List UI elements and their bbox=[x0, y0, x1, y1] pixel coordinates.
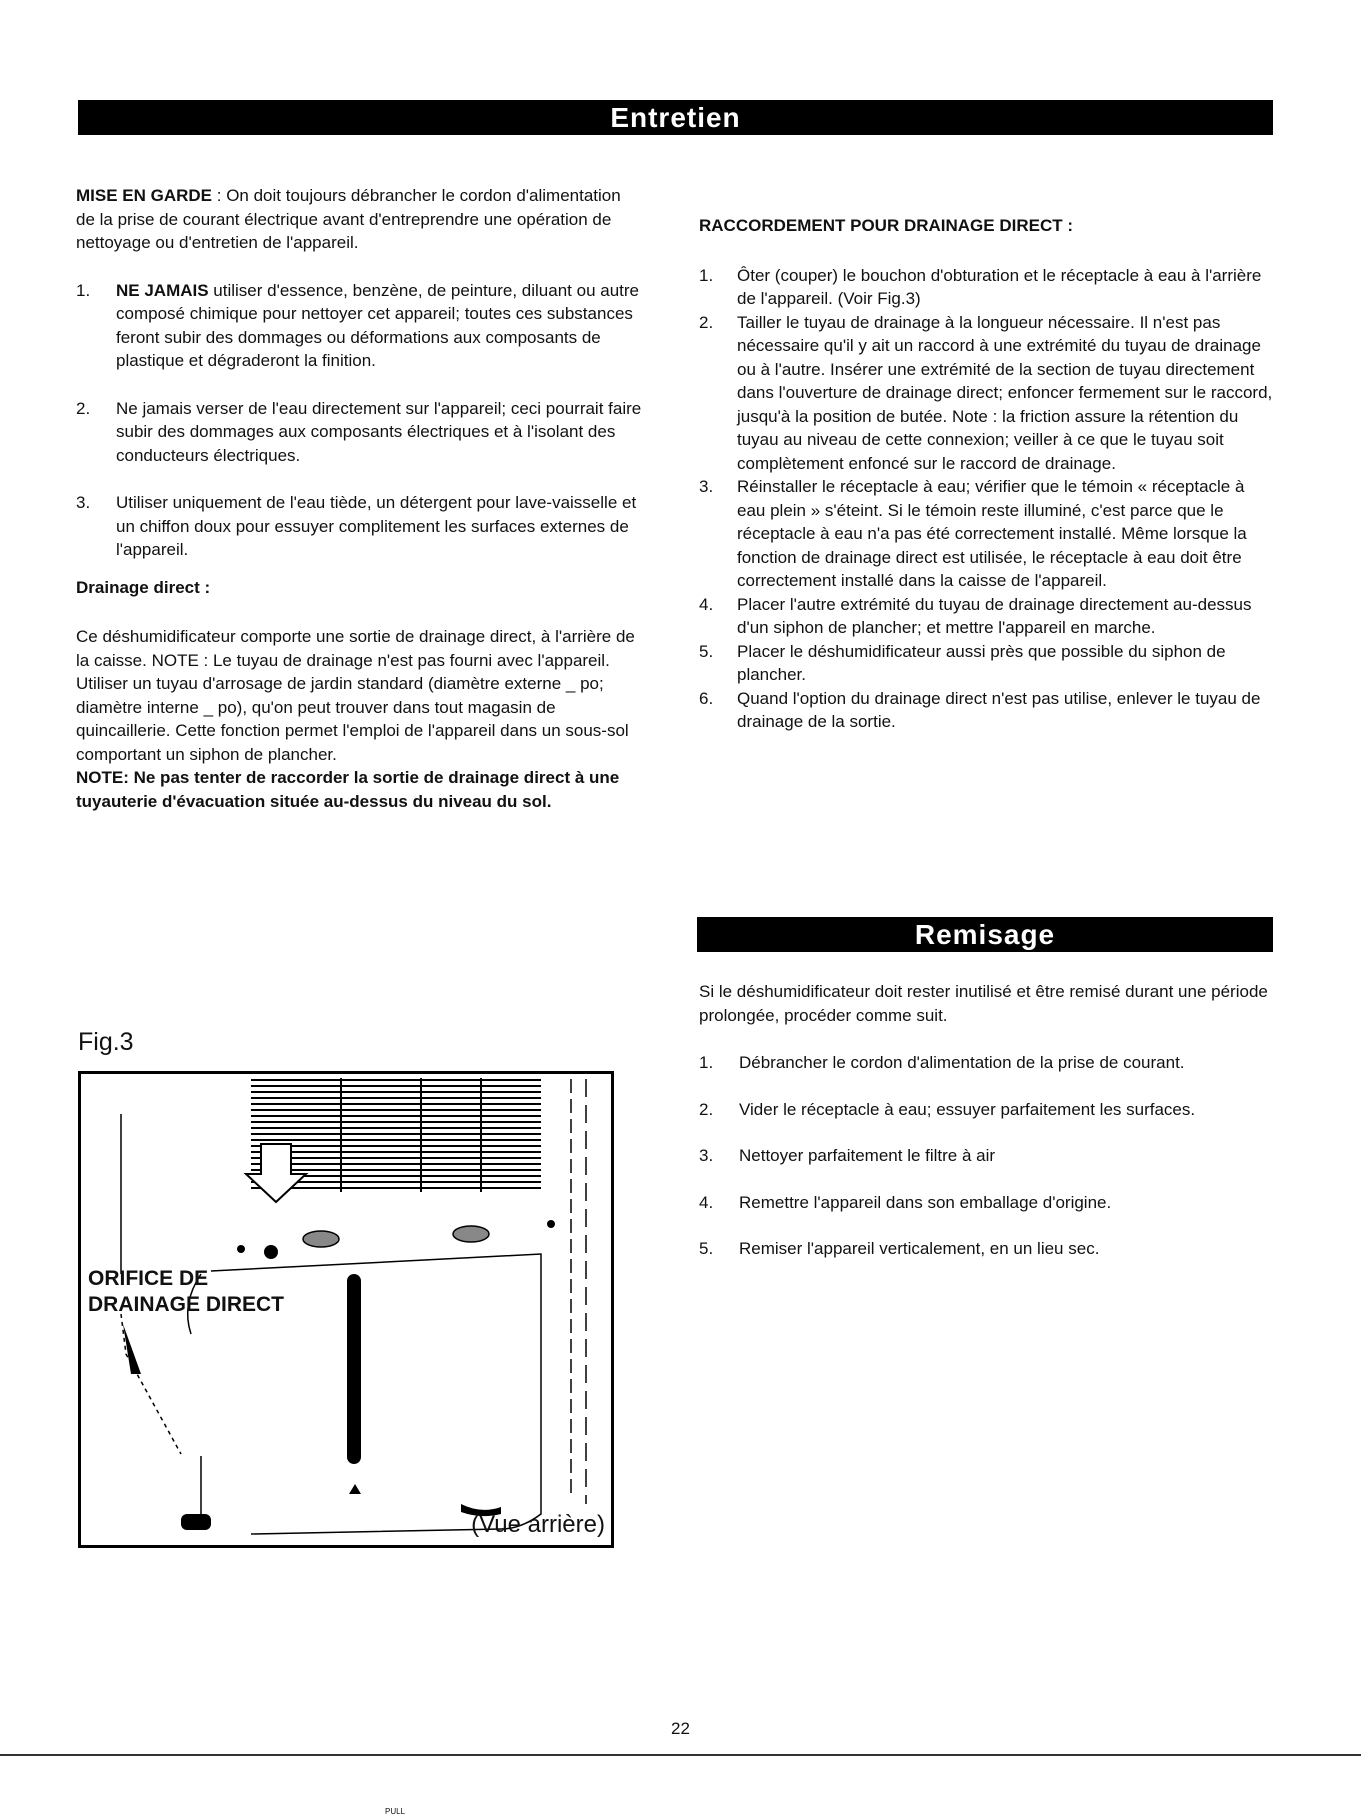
drainage-note: NOTE: Ne pas tenter de raccorder la sortie de drainage direct à une tuyauterie d'évacuation située au-dessus du niveau du sol. bbox=[76, 768, 620, 811]
remisage-column bbox=[699, 980, 1275, 1284]
pull-arrow-icon bbox=[349, 1484, 361, 1494]
right-column bbox=[699, 214, 1275, 734]
list-item: 3. Utiliser uniquement de l'eau tiède, un détergent pour lave-vaisselle et un chiffon doux pour essuyer complitement les surfaces externes de l'appareil. bbox=[76, 493, 637, 559]
section-title-remisage: Remisage bbox=[697, 917, 1273, 952]
list-item: 1. Ôter (couper) le bouchon d'obturation et le réceptacle à eau à l'arrière de l'appareil. (Voir Fig.3) bbox=[699, 265, 1262, 308]
list-item: 2. Ne jamais verser de l'eau directement sur l'appareil; ceci pourrait faire subir des dommages aux composants électriques et à l'isolant des conducteurs électriques. bbox=[76, 398, 642, 465]
list-item: 6. Quand l'option du drainage direct n'est pas utilise, enlever le tuyau de drainage de la sortie. bbox=[699, 688, 1261, 731]
figure-label: Fig.3 bbox=[78, 1028, 134, 1056]
section-title-entretien: Entretien bbox=[78, 100, 1273, 135]
bucket-handle bbox=[347, 1274, 361, 1464]
list-item: 3. Réinstaller le réceptacle à eau; vérifier que le témoin « réceptacle à eau plein » s'éteint. Si le témoin reste illuminé, c'est parce que le réceptacle à eau n'a pas été correctement installé. Même lorsque la fonction de drainage direct est utilisée, le réceptacle à eau doit être correctement installé dans la caisse de l'appareil. bbox=[699, 477, 1247, 590]
pull-label: PULL bbox=[385, 1807, 406, 1816]
remisage-steps bbox=[699, 1051, 1275, 1261]
vent-slot-icon bbox=[303, 1231, 339, 1247]
figure-rear-view bbox=[78, 1071, 614, 1816]
bottom-rule bbox=[0, 1754, 1361, 1756]
list-item: 2. Tailler le tuyau de drainage à la longueur nécessaire. Il n'est pas nécessaire qu'il y ait un raccord à une extrémité du tuyau de drainage ou à l'autre. Insérer une extrémité de la section de tuyau directement dans l'ouverture de drainage direct; enfoncer fermement sur le raccord, jusqu'à la position de butée. Note : la friction assure la rétention du tuyau au niveau de cette connexion; veiller à ce que le tuyau soit complètement enfoncé sur le raccord de drainage. bbox=[699, 312, 1273, 473]
remisage-intro: Si le déshumidificateur doit rester inutilisé et être remisé durant une période prolongée, procéder comme suit. bbox=[699, 982, 1268, 1025]
vent-slot-icon bbox=[453, 1226, 489, 1242]
warning-label: MISE EN GARDE bbox=[76, 186, 213, 205]
direct-drain-heading: RACCORDEMENT POUR DRAINAGE DIRECT : bbox=[699, 216, 1073, 235]
list-item: 4. Remettre l'appareil dans son emballage d'origine. bbox=[699, 1192, 1112, 1212]
drainage-paragraph: Ce déshumidificateur comporte une sortie de drainage direct, à l'arrière de la caisse. NOTE : Le tuyau de drainage n'est pas fourni avec l'appareil. Utiliser un tuyau d'arrosage de jardin standard (diamètre externe _ po; diamètre interne _ po), qu'on peut trouver dans tout magasin de quincaillerie. Cette fonction permet l'emploi de l'appareil dans un sous-sol comportant un siphon de plancher. bbox=[76, 627, 635, 764]
list-item: 3. Nettoyer parfaitement le filtre à air bbox=[699, 1146, 996, 1165]
left-column bbox=[76, 184, 644, 813]
list-item: 5. Remiser l'appareil verticalement, en un lieu sec. bbox=[699, 1239, 1100, 1258]
drainage-heading: Drainage direct : bbox=[76, 577, 211, 597]
direct-drain-steps bbox=[699, 264, 1275, 734]
warning-paragraph bbox=[76, 184, 644, 255]
maintenance-list bbox=[76, 279, 644, 562]
list-item: 2. Vider le réceptacle à eau; essuyer parfaitement les surfaces. bbox=[699, 1099, 1196, 1119]
list-item: 1. NE JAMAIS utiliser d'essence, benzène, de peinture, diluant ou autre composé chimique pour nettoyer cet appareil; toutes ces substances feront subir des dommages ou déformations aux composants de plastique et dégraderont la finition. bbox=[76, 280, 639, 370]
list-item: 4. Placer l'autre extrémité du tuyau de drainage directement au-dessus d'un siphon de plancher; et mettre l'appareil en marche. bbox=[699, 594, 1252, 637]
warning-text: : On doit toujours débrancher le cordon d'alimentation de la prise de courant électrique avant d'entreprendre une opération de nettoyage ou d'entretien de l'appareil. bbox=[76, 186, 621, 252]
list-item: 1. Débrancher le cordon d'alimentation de la prise de courant. bbox=[699, 1053, 1185, 1072]
drain-outlet-callout: ORIFICE DE DRAINAGE DIRECT bbox=[88, 1267, 285, 1316]
list-item: 5. Placer le déshumidificateur aussi près que possible du siphon de plancher. bbox=[699, 641, 1226, 684]
figure-caption: (Vue arrière) bbox=[471, 1511, 605, 1538]
unit-foot bbox=[181, 1514, 211, 1530]
page-number: 22 bbox=[671, 1719, 690, 1738]
